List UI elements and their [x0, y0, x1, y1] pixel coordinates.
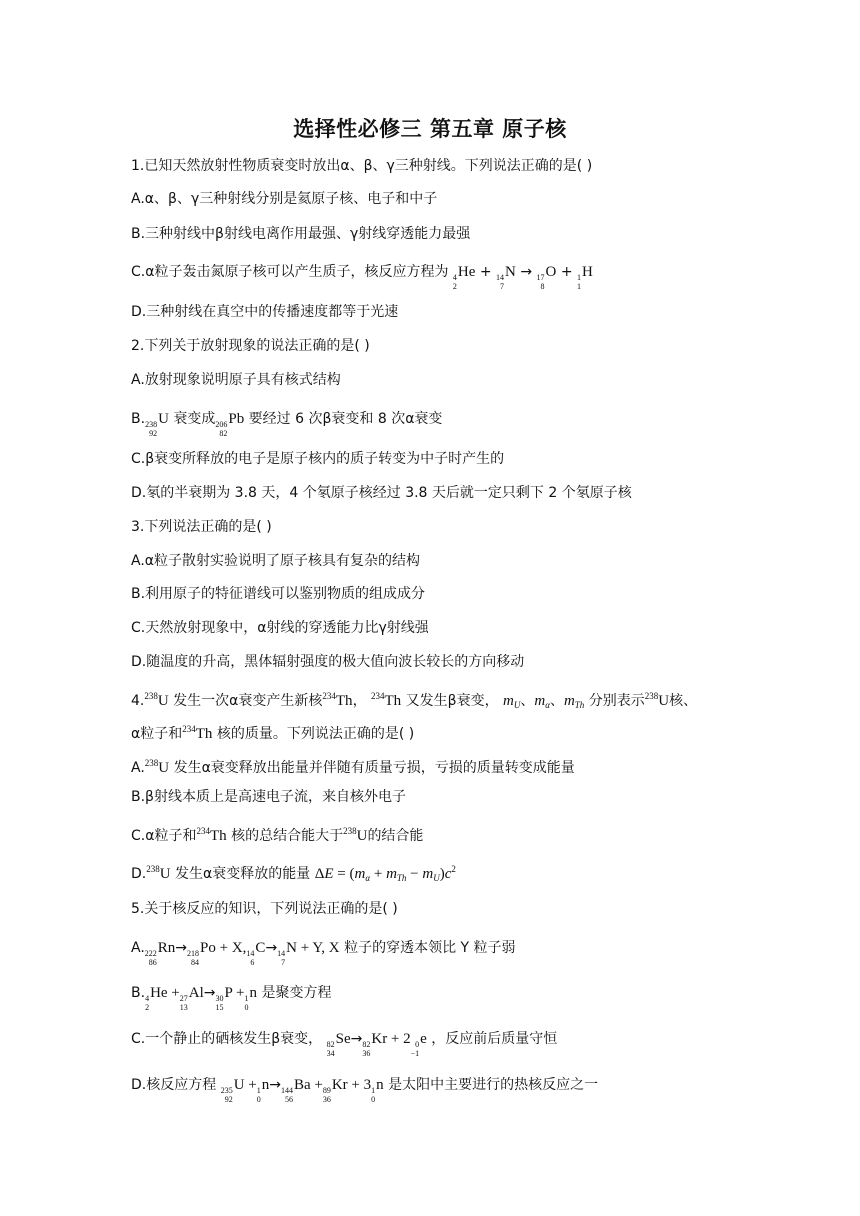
question-4-option-c: C.α粒子和$^{234}$Th 核的总结合能大于$^{238}$U的结合能: [131, 826, 424, 844]
nuclear-equation: 4 2 He + 14 7 N → 17 8 O + 1 1 H: [452, 264, 593, 291]
question-5-option-c: C.一个静止的硒核发生β衰变， 82 34 Se→ 82 36 Kr + 2 0 −1 e ，反应前后质量守恒: [131, 1031, 558, 1058]
question-3-option-c: C.天然放射现象中，α射线的穿透能力比γ射线强: [131, 620, 429, 636]
question-2-option-a: A.放射现象说明原子具有核式结构: [131, 372, 341, 388]
question-5-option-d: D.核反应方程 235 92 U + 1 0 n→ 144 56 Ba + 89 36 Kr + 3 1 0 n 是太阳中主要进行的热核反应之一: [131, 1077, 599, 1104]
question-2-option-b: B. 238 92 U 衰变成 206 82 Pb 要经过 6 次β衰变和 8 次α衰变: [131, 411, 443, 438]
question-4-option-d: D.$^{238}$U 发生α衰变释放的能量 $\Delta E = (m_\alpha + m_{Th} - m_U)c^2$: [131, 864, 456, 883]
nuclide-u238: 238 92 U: [145, 411, 169, 438]
page-title: 选择性必修三 第五章 原子核: [293, 117, 567, 141]
question-3-stem: 3.下列说法正确的是( ): [131, 519, 272, 535]
question-3-option-d: D.随温度的升高，黑体辐射强度的极大值向波长较长的方向移动: [131, 654, 525, 670]
question-1-option-a: A.α、β、γ三种射线分别是氦原子核、电子和中子: [131, 191, 438, 207]
nuclide-pb206: 206 82 Pb: [215, 411, 245, 438]
question-4-option-a: A.$^{238}$U 发生α衰变释放出能量并伴随有质量亏损，亏损的质量转变成能量: [131, 758, 575, 776]
question-2-stem: 2.下列关于放射现象的说法正确的是( ): [131, 338, 370, 354]
question-1-option-c: C.α粒子轰击氮原子核可以产生质子，核反应方程为 4 2 He + 14 7 N → 17 8 O + 1 1 H: [131, 264, 593, 291]
question-2-option-c: C.β衰变所释放的电子是原子核内的质子转变为中子时产生的: [131, 451, 505, 467]
question-3-option-b: B.利用原子的特征谱线可以鉴别物质的组成成分: [131, 586, 426, 602]
question-5-option-b: B. 4 2 He + 27 13 Al→ 30 15 P + 1 0 n 是聚变方程: [131, 985, 332, 1012]
reaction-equation-b: 4 2 He + 27 13 Al→ 30 15 P + 1 0 n: [145, 985, 257, 1012]
question-4-option-b: B.β射线本质上是高速电子流，来自核外电子: [131, 789, 406, 805]
energy-equation: $\Delta E = (m_\alpha + m_{Th} - m_U)c^2$: [314, 864, 456, 883]
reaction-equation-a: 222 86 Rn→ 218 84 Po + X, 14 6 C→ 14 7 N + Y, X: [144, 940, 340, 967]
question-1-stem: 1.已知天然放射性物质衰变时放出α、β、γ三种射线。下列说法正确的是( ): [131, 158, 593, 174]
question-5-option-a: A. 222 86 Rn→ 218 84 Po + X, 14 6 C→ 14 7 N + Y, X 粒子的穿透本领比 Y 粒子弱: [131, 940, 516, 967]
question-4-stem-line-1: 4.$^{238}$U 发生一次α衰变产生新核$^{234}$Th， $^{234}$Th 又发生β衰变， $m_U$、$m_\alpha$、$m_{Th}$ 分别表示$^{238}$U核、: [131, 691, 698, 710]
question-3-option-a: A.α粒子散射实验说明了原子核具有复杂的结构: [131, 553, 421, 569]
question-1-option-d: D.三种射线在真空中的传播速度都等于光速: [131, 304, 399, 320]
question-4-stem-line-2: α粒子和$^{234}$Th 核的质量。下列说法正确的是( ): [131, 724, 415, 742]
question-5-stem: 5.关于核反应的知识，下列说法正确的是( ): [131, 901, 398, 917]
question-1-option-b: B.三种射线中β射线电离作用最强、γ射线穿透能力最强: [131, 226, 471, 242]
reaction-equation-c: 82 34 Se→ 82 36 Kr + 2 0 −1 e: [326, 1031, 427, 1058]
question-2-option-d: D.氡的半衰期为 3.8 天，4 个氡原子核经过 3.8 天后就一定只剩下 2 个氡原子核: [131, 485, 632, 501]
reaction-equation-d: 235 92 U + 1 0 n→ 144 56 Ba + 89 36 Kr + 3 1 0 n: [220, 1077, 384, 1104]
